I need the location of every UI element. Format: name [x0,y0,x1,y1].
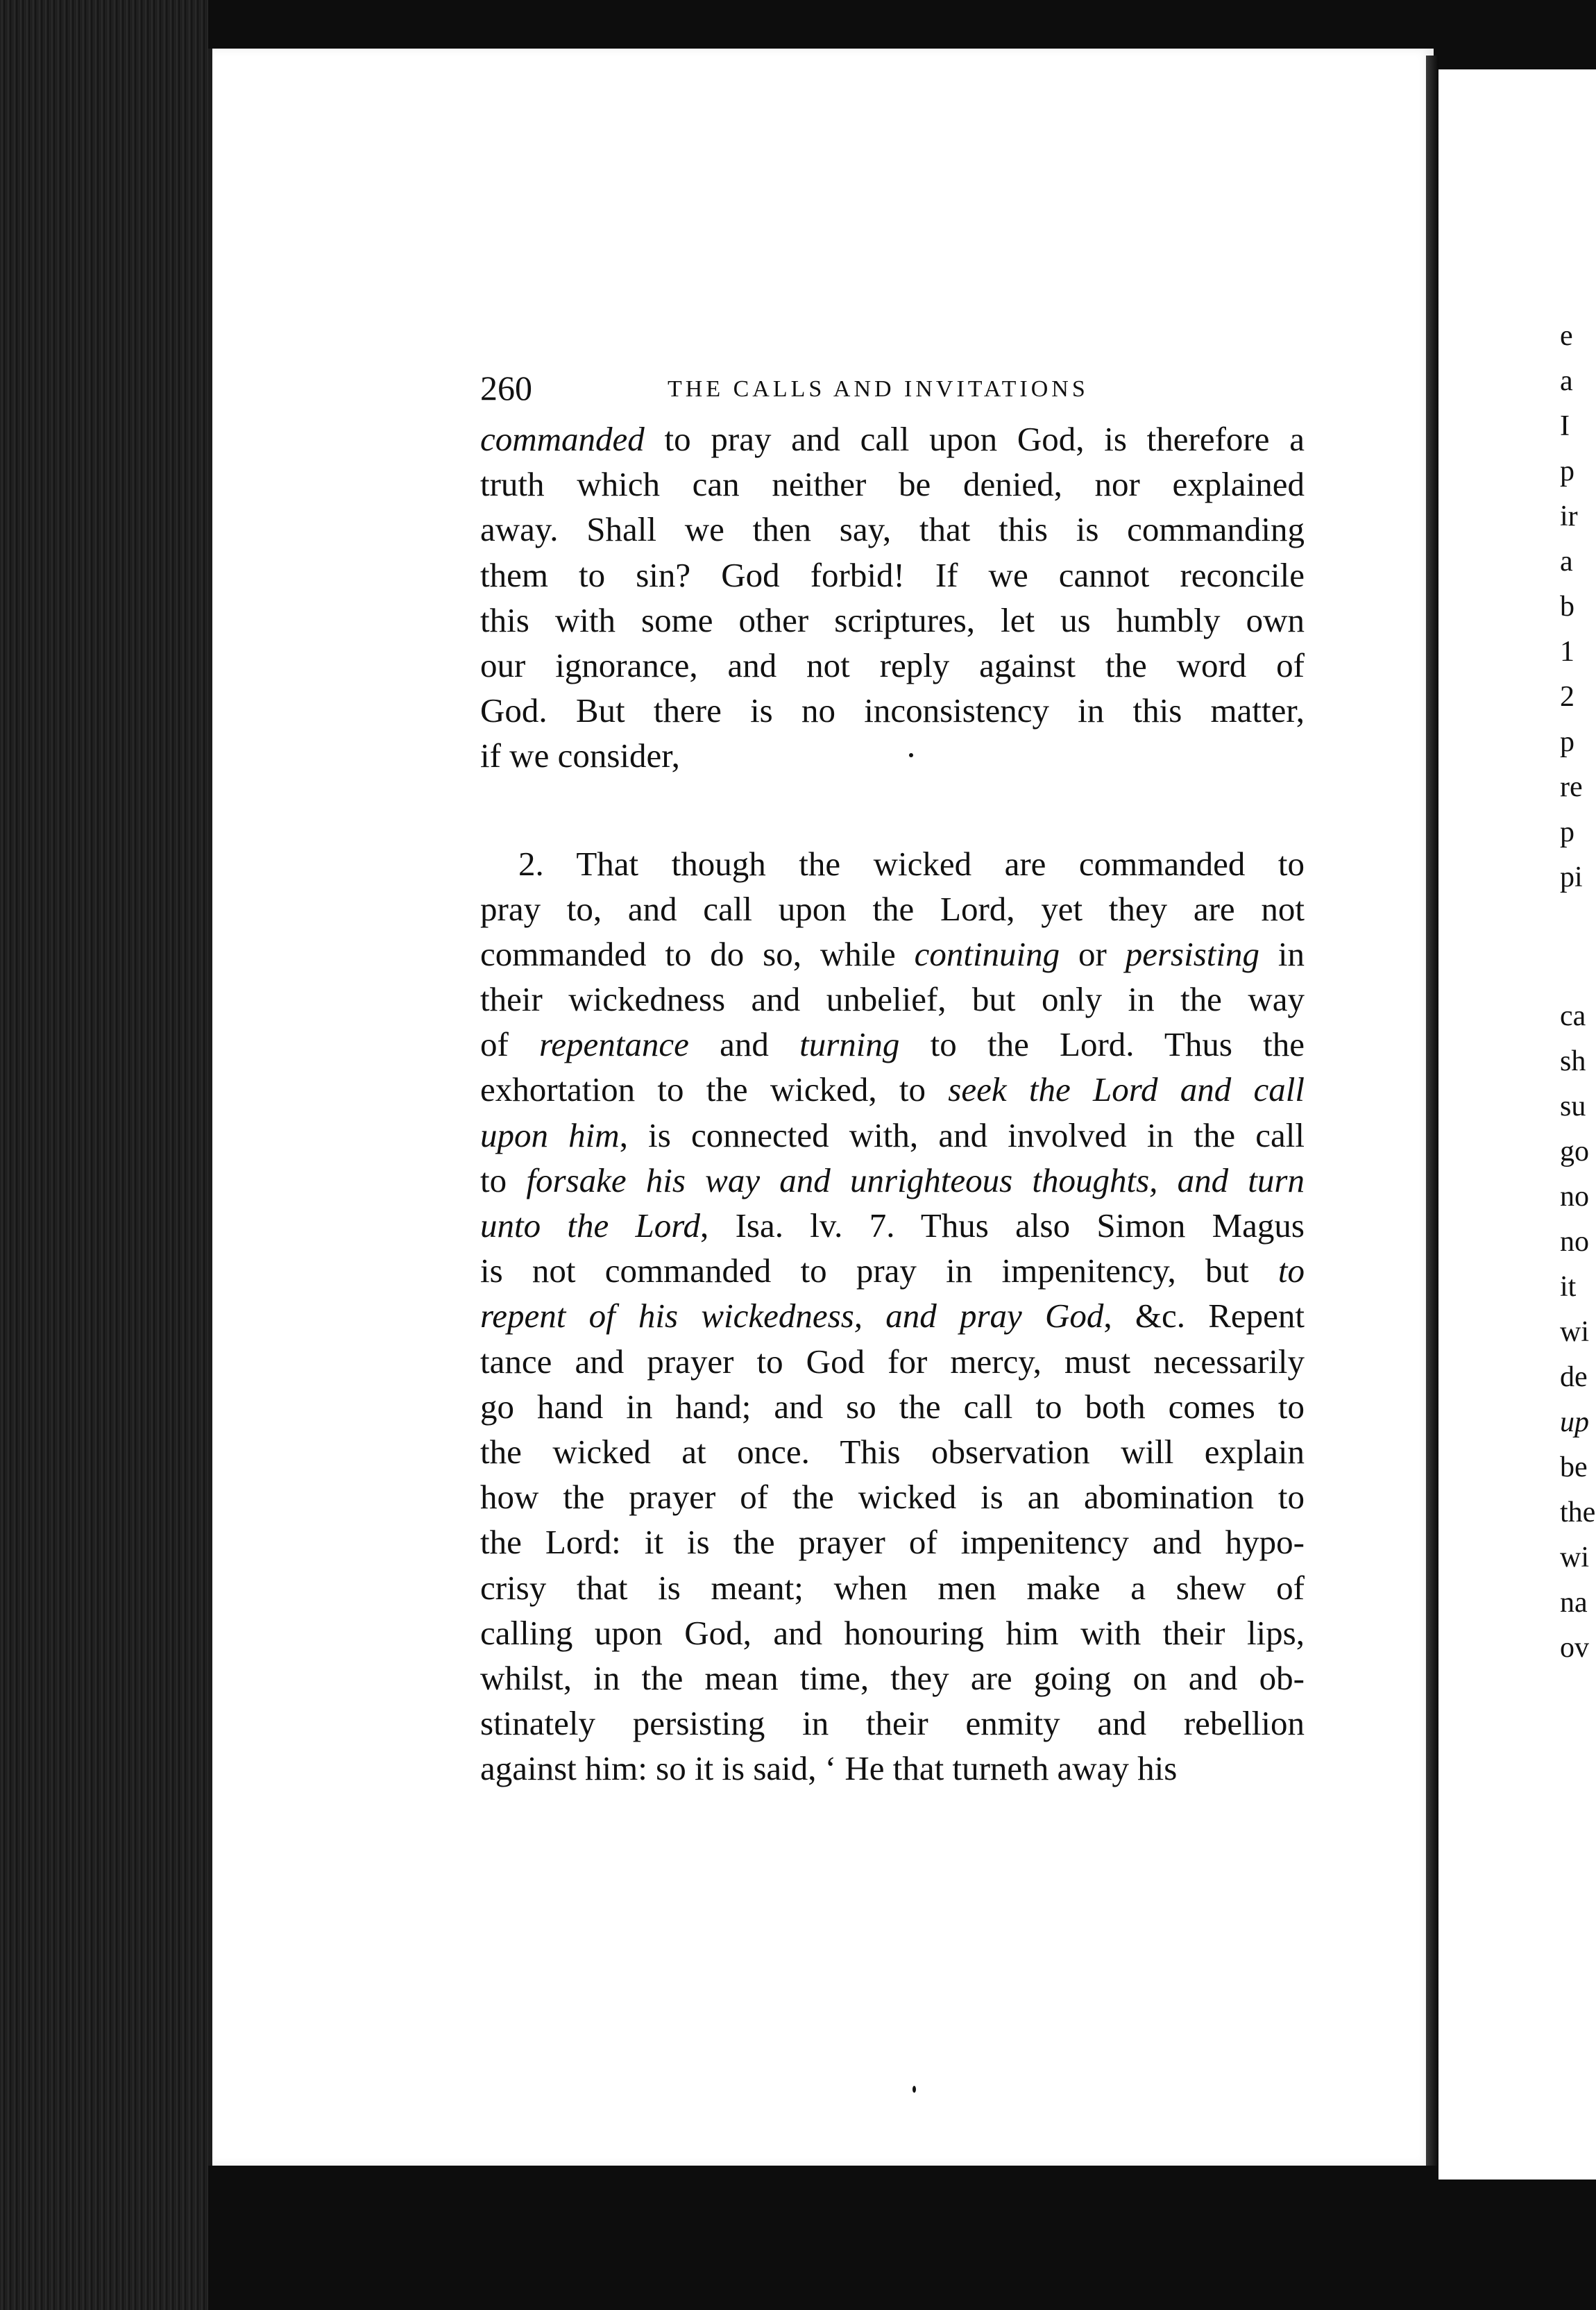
text-segment: of [480,1025,540,1064]
adjacent-page-text: b [1560,591,1574,623]
text-segment: God. But there is no inconsistency in this matter, [480,691,1305,730]
body-text [480,416,1305,1791]
text-segment: to [480,1161,527,1199]
adjacent-page-text: a [1560,546,1573,578]
text-segment: crisy that is meant; when men make a shew of [480,1568,1305,1607]
adjacent-page-text: su [1560,1090,1586,1122]
page-gutter [1426,56,1438,2166]
page-number: 260 [480,369,532,407]
italic-segment: turning [799,1025,900,1064]
text-segment: exhortation to the wicked, to [480,1070,949,1109]
adjacent-page-text: it [1560,1271,1577,1303]
text-line [480,1293,1305,1338]
italic-segment: seek the Lord and call [948,1070,1305,1109]
text-line [480,886,1305,931]
adjacent-page-text: I [1560,410,1570,442]
adjacent-page-text: ca [1560,1000,1586,1032]
adjacent-page-text: up [1560,1406,1589,1438]
adjacent-page-text: be [1560,1451,1588,1483]
italic-segment: to [1277,1251,1305,1290]
text-line [480,1519,1305,1565]
text-line [480,1022,1305,1067]
text-segment: go hand in hand; and so the call to both comes to [480,1387,1305,1426]
text-line [480,1429,1305,1474]
text-segment: to the Lord. Thus the [899,1025,1305,1064]
text-segment: is not commanded to pray in impenitency, but [480,1251,1278,1290]
page-header [480,368,1313,410]
paragraph-2 [480,841,1305,1791]
italic-segment: commanded [480,420,645,458]
adjacent-page-text: ir [1560,500,1578,532]
adjacent-page-text: p [1560,455,1574,487]
text-line [480,1746,1305,1791]
text-segment: truth which can neither be denied, nor explained [480,465,1305,504]
text-line [480,1474,1305,1519]
text-line [480,841,1305,886]
running-head: THE CALLS AND INVITATIONS [668,376,1089,402]
text-segment: , &c. Repent [1103,1297,1305,1335]
adjacent-page-fragment [1438,69,1596,2180]
italic-segment: continuing [914,934,1060,973]
italic-segment: repent of his wickedness, and pray God [480,1297,1104,1335]
text-line [480,507,1305,552]
italic-segment: forsake his way and unrighteous thoughts, and turn [526,1161,1305,1199]
adjacent-page-text: na [1560,1587,1588,1619]
text-segment: pray to, and call upon the Lord, yet they are not [480,889,1305,928]
adjacent-page-text: wi [1560,1542,1589,1574]
adjacent-page-text: pi [1560,861,1583,893]
text-segment: in [1259,934,1305,973]
text-line [480,1701,1305,1746]
text-segment: against him: so it is said, ‘ He that turneth away his [480,1749,1178,1788]
text-segment: to pray and call upon God, is therefore a [644,420,1305,458]
text-line [480,733,1305,778]
text-segment: , is connected with, and involved in the call [619,1115,1305,1154]
adjacent-page-text: de [1560,1361,1588,1393]
text-line [480,1610,1305,1655]
adjacent-page-text: p [1560,726,1574,758]
scan-speck [912,2086,916,2093]
text-line [480,1655,1305,1701]
italic-segment: persisting [1125,934,1260,973]
adjacent-page-text: a [1560,365,1573,397]
text-segment: and [688,1025,800,1064]
adjacent-page-text: p [1560,816,1574,848]
text-line [480,598,1305,643]
text-segment: calling upon God, and honouring him with their lips, [480,1613,1305,1652]
text-segment: , Isa. lv. 7. Thus also Simon Magus [700,1206,1305,1245]
text-segment: them to sin? God forbid! If we cannot reconcile [480,555,1305,594]
text-segment: their wickedness and unbelief, but only in the way [480,980,1305,1019]
text-line [480,1384,1305,1429]
adjacent-page-text: 1 [1560,636,1574,668]
text-segment: tance and prayer to God for mercy, must necessarily [480,1342,1305,1381]
text-line [480,1565,1305,1610]
adjacent-page-text: re [1560,771,1583,803]
text-segment: our ignorance, and not reply against the word of [480,646,1305,684]
adjacent-page-text: no [1560,1181,1589,1213]
text-line [480,931,1305,977]
text-segment: 2. That though the wicked are commanded to [518,844,1305,883]
adjacent-page-text: e [1560,320,1573,352]
text-line [480,553,1305,598]
scan-speck [909,753,913,757]
text-line [480,1248,1305,1293]
text-line [480,1067,1305,1112]
text-segment: if we consider, [480,736,680,775]
text-line [480,1158,1305,1203]
italic-segment: upon him [480,1115,620,1154]
text-segment: the wicked at once. This observation will explain [480,1432,1305,1471]
text-segment: this with some other scriptures, let us humbly own [480,600,1305,639]
text-segment: or [1060,934,1126,973]
text-segment: commanded to do so, while [480,934,915,973]
text-line [480,416,1305,462]
text-segment: stinately persisting in their enmity and rebellion [480,1704,1305,1743]
text-segment: whilst, in the mean time, they are going on and ob- [480,1658,1305,1697]
text-line [480,688,1305,733]
text-line [480,643,1305,688]
text-line [480,1203,1305,1248]
book-left-edge [0,0,208,2310]
text-line [480,1339,1305,1384]
adjacent-page-text: ov [1560,1632,1589,1664]
italic-segment: unto the Lord [480,1206,701,1245]
adjacent-page-text: no [1560,1226,1589,1258]
text-segment: away. Shall we then say, that this is commanding [480,510,1305,549]
italic-segment: repentance [539,1025,689,1064]
text-line [480,1113,1305,1158]
adjacent-page-text: 2 [1560,681,1574,713]
adjacent-page-text: the [1560,1497,1596,1528]
text-segment: the Lord: it is the prayer of impenitency and hypo- [480,1523,1305,1562]
adjacent-page-text: go [1560,1136,1589,1167]
adjacent-page-text: sh [1560,1045,1586,1077]
text-line [480,977,1305,1022]
text-line [480,462,1305,507]
paragraph-1 [480,416,1305,779]
adjacent-page-text: wi [1560,1316,1589,1348]
text-segment: how the prayer of the wicked is an abomination to [480,1478,1305,1517]
